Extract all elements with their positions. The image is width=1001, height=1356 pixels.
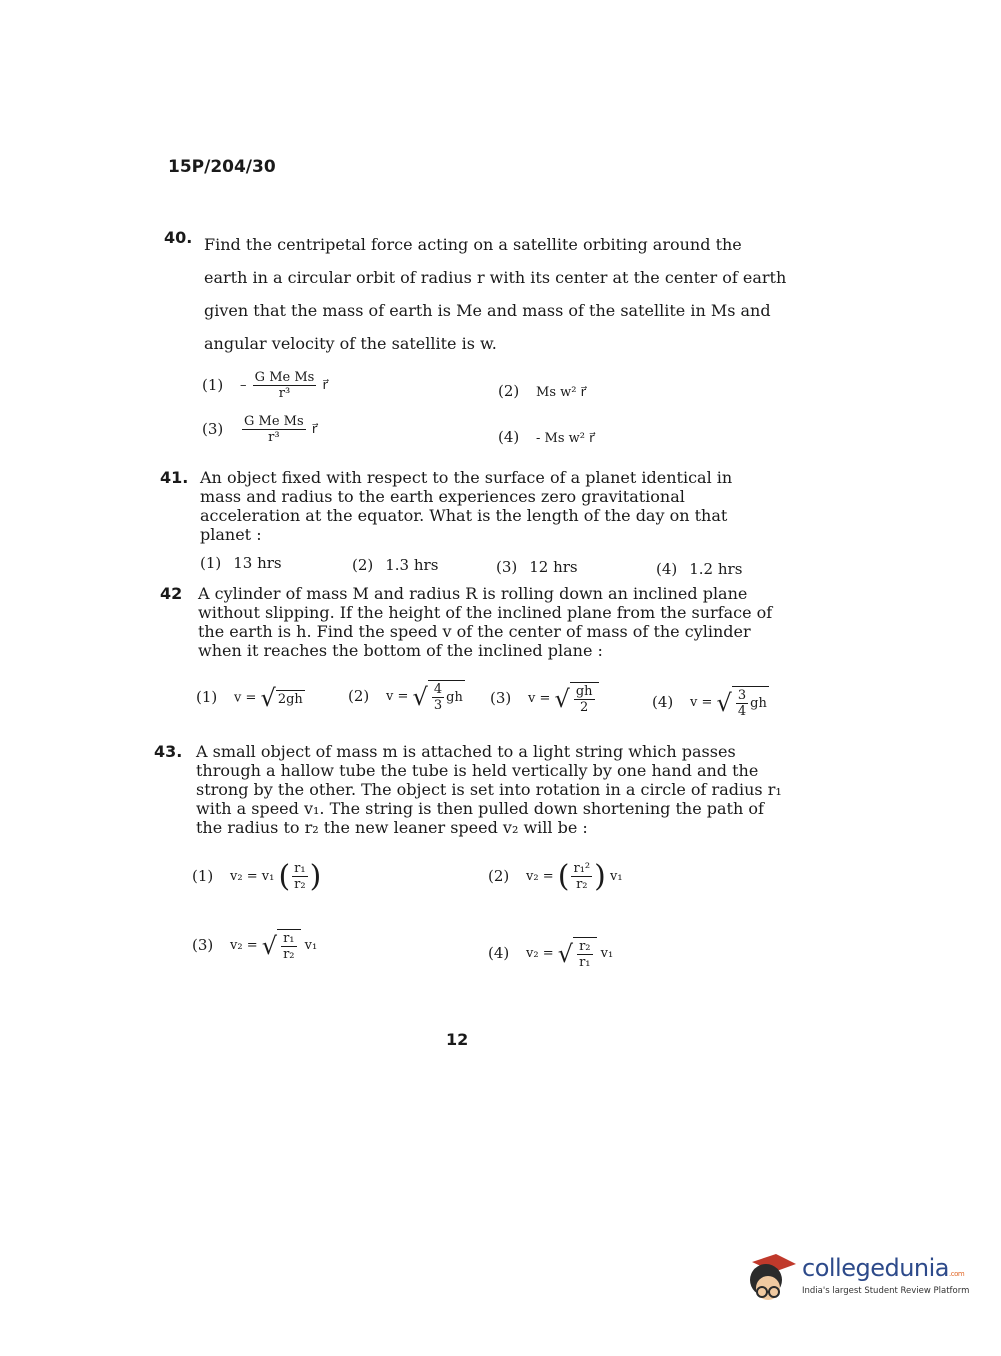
fraction: $\frac{\text{r₁}}{\text{r₂}}$ xyxy=(283,931,295,962)
option-expr: $\frac{\text{G Me Ms}}{\text{r³}}$ r⃗ xyxy=(244,414,318,445)
option-expr: - Ms w² r⃗ xyxy=(536,430,595,446)
option-expr: v₂ = √ $\frac{\text{r₁}}{\text{r₂}}$ v₁ xyxy=(230,931,318,962)
collegedunia-logo xyxy=(740,1252,970,1312)
fraction: $\frac{\text{r₂}}{\text{r₁}}$ xyxy=(579,939,591,970)
fraction: $\frac{3}{4}$ xyxy=(737,688,747,719)
option-3: (3) v = √ $\frac{gh}{2}$ xyxy=(490,682,599,715)
question-43 xyxy=(150,742,790,987)
options xyxy=(202,366,790,450)
question-number: 43. xyxy=(154,742,183,761)
option-expr: v = √ $\frac{3}{4}$ gh xyxy=(690,688,767,719)
option-4: (4) v = √ $\frac{3}{4}$ gh xyxy=(652,688,767,719)
option-3 xyxy=(202,414,317,445)
option-expr: v₂ = ( $\frac{\text{r₁²}}{\text{r₂}}$ ) v₁ xyxy=(526,858,623,894)
option-1: (1) v₂ = v₁ ( $\frac{\text{r₁}}{\text{r₂}}$ ) xyxy=(192,858,322,894)
square-root: √ 2gh xyxy=(260,684,303,712)
option-expr: v = √ 2gh xyxy=(234,684,303,712)
option-label: (2) xyxy=(498,382,520,400)
option-expr: v = √ $\frac{gh}{2}$ xyxy=(528,682,599,715)
option-expr: v₂ = √ $\frac{\text{r₂}}{\text{r₁}}$ v₁ xyxy=(526,939,614,970)
option-label: (3) xyxy=(202,419,224,438)
question-text: A cylinder of mass M and radius R is rolling down an inclined plane without slipping. If the height of the inclined plane from the surface of the earth is h. Find the speed v of the center of mass of the cylinder when it reaches the bottom of the inclined plane : xyxy=(198,584,773,660)
option-2: (2) v₂ = ( $\frac{\text{r₁²}}{\text{r₂}}$ ) v₁ xyxy=(488,858,623,894)
logo-tagline: India's largest Student Review Platform xyxy=(802,1286,970,1296)
option-expr: v = √ $\frac{4}{3}$ gh xyxy=(386,682,463,713)
question-text: Find the centripetal force acting on a satellite orbiting around the earth in a circular orbit of radius r with its center at the center of earth given that the mass of earth is Me and mass of the satellite in Ms and angular velocity of the satellite is w. xyxy=(204,235,787,353)
square-root: √ $\frac{\text{r₁}}{\text{r₂}}$ xyxy=(262,929,301,962)
paper-code: 15P/204/30 xyxy=(168,157,276,177)
fraction: $\frac{\text{r₁}}{\text{r₂}}$ xyxy=(294,861,306,892)
question-42 xyxy=(150,584,790,740)
option-2: (2) v = √ $\frac{4}{3}$ gh xyxy=(348,682,463,713)
question-text: An object fixed with respect to the surface of a planet identical in mass and radius to the earth experiences zero gravitational acceleration at the equator. What is the length of the day on that planet : xyxy=(200,468,733,544)
square-root: √ $\frac{4}{3}$ gh xyxy=(412,682,463,713)
fraction: $\frac{\text{G Me Ms}}{\text{r³}}$ xyxy=(244,414,304,445)
square-root: √ $\frac{\text{r₂}}{\text{r₁}}$ xyxy=(558,937,597,970)
option-3: (3) v₂ = √ $\frac{\text{r₁}}{\text{r₂}}$ v₁ xyxy=(192,931,318,962)
question-41 xyxy=(150,468,790,578)
question-number: 41. xyxy=(160,468,189,487)
question-number: 40. xyxy=(164,228,193,247)
option-label: (4) xyxy=(498,428,520,446)
question-text: A small object of mass m is attached to a light string which passes through a hallow tube the tube is held vertically by one hand and the strong by the other. The object is set into rotation in a circle of radius r₁ with a speed v₁. The string is then pulled down shortening the path of the radius to r₂ the new leaner speed v₂ will be : xyxy=(196,742,782,837)
fraction: $\frac{\text{r₁²}}{\text{r₂}}$ xyxy=(573,861,591,892)
option-4: (4) 1.2 hrs xyxy=(656,560,743,578)
option-4 xyxy=(498,428,595,446)
option-2 xyxy=(498,382,586,400)
question-number: 42 xyxy=(160,584,183,603)
fraction: $\frac{4}{3}$ xyxy=(433,682,443,713)
options xyxy=(196,680,790,740)
fraction: $\frac{\text{G Me Ms}}{\text{r³}}$ xyxy=(254,370,315,401)
option-1: (1) v = √ 2gh xyxy=(196,684,303,712)
option-4: (4) v₂ = √ $\frac{\text{r₂}}{\text{r₁}}$ v₁ xyxy=(488,939,614,970)
option-expr: v₂ = v₁ ( $\frac{\text{r₁}}{\text{r₂}}$ ) xyxy=(230,858,322,894)
option-expr: Ms w² r⃗ xyxy=(536,384,586,400)
options xyxy=(192,857,790,987)
option-1: (1) 13 hrs xyxy=(200,554,282,572)
option-2: (2) 1.3 hrs xyxy=(352,556,439,574)
question-40 xyxy=(150,228,790,450)
option-1 xyxy=(202,370,328,401)
option-3: (3) 12 hrs xyxy=(496,558,578,576)
mascot-icon xyxy=(740,1252,798,1310)
option-expr: – $\frac{\text{G Me Ms}}{\text{r³}}$ r⃗ xyxy=(240,370,328,401)
square-root: √ $\frac{3}{4}$ gh xyxy=(716,688,767,719)
options xyxy=(200,550,790,578)
fraction: $\frac{gh}{2}$ xyxy=(575,684,593,715)
logo-wordmark: collegedunia.com xyxy=(802,1254,965,1282)
page-number: 12 xyxy=(446,1030,469,1049)
square-root: √ $\frac{gh}{2}$ xyxy=(555,682,599,715)
option-label: (1) xyxy=(202,375,224,394)
